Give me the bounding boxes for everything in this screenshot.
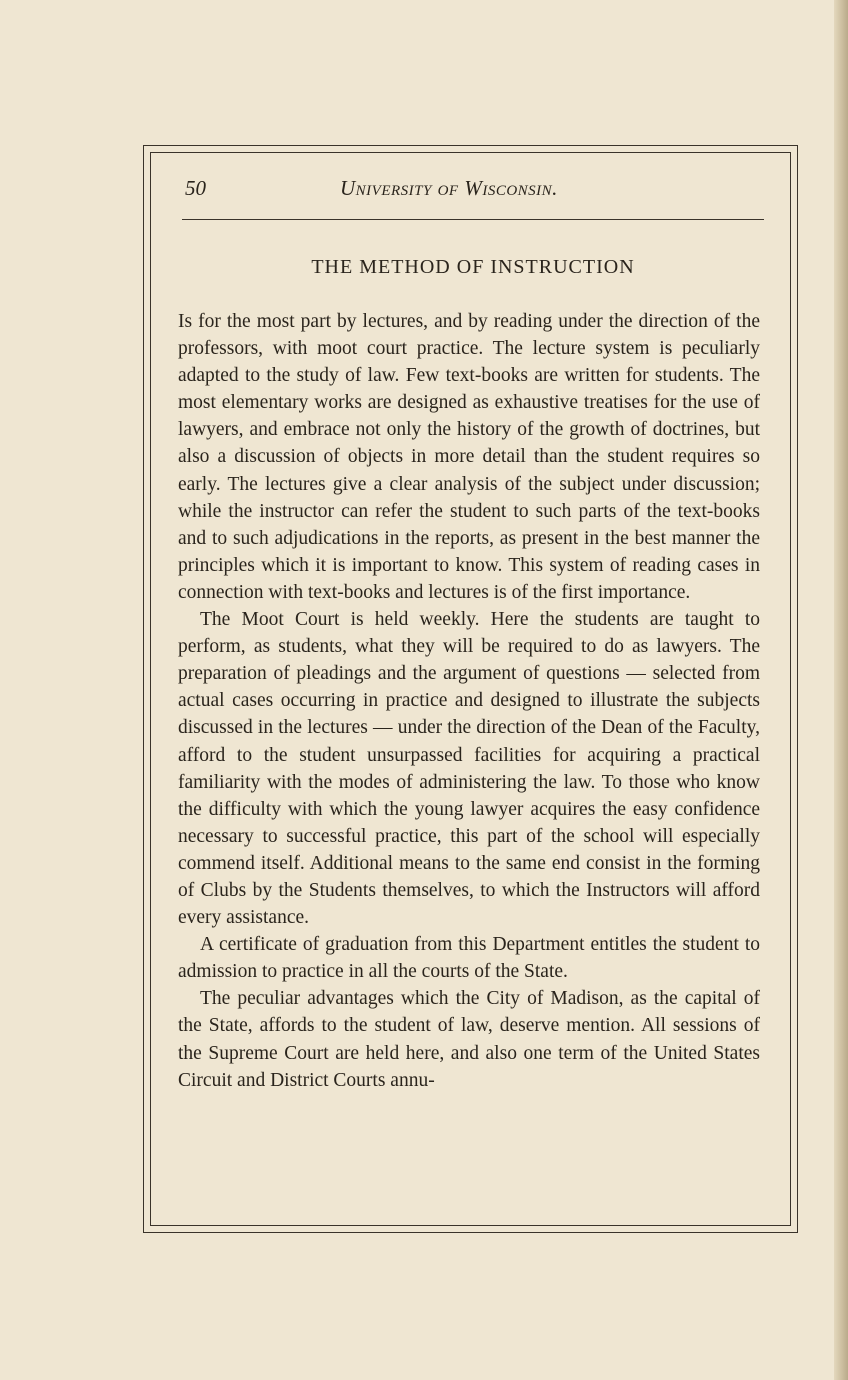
header-rule: [182, 219, 764, 220]
paragraph: Is for the most part by lectures, and by reading under the direction of the professors, with moot court practice. The lecture system is peculiarly adapted to the study of law. Few text-books are written for students. The most elementary works are designed as exhaustive treatises for the use of lawyers, and embrace not only the history of the growth of doctrines, but also a discussion of objects in more detail than the student requires so early. The lectures give a clear analysis of the subject under discussion; while the instructor can refer the student to such parts of the text-books and to such adjudications in the reports, as present in the best manner the principles which it is important to know. This system of reading cases in connection with text-books and lectures is of the first importance.: [178, 311, 760, 603]
running-head: [185, 172, 763, 212]
paragraph: A certificate of graduation from this Department entitles the student to admission to practice in all the courts of the State.: [178, 934, 760, 983]
running-title: University of Wisconsin.: [340, 176, 558, 200]
paragraph: The Moot Court is held weekly. Here the students are taught to perform, as students, what they will be required to do as lawyers. The preparation of pleadings and the argument of questions — selected from actual cases occurring in practice and designed to illustrate the subjects discussed in the lectures — under the direction of the Dean of the Faculty, afford to the student unsurpassed facilities for acquiring a practical familiarity with the modes of administering the law. To those who know the difficulty with which the young lawyer acquires the easy confidence necessary to successful practice, this part of the school will especially commend itself. Additional means to the same end consist in the forming of Clubs by the Students themselves, to which the Instructors will afford every assistance.: [178, 609, 760, 929]
section-title: THE METHOD OF INSTRUCTION: [311, 256, 635, 278]
page-edge: [834, 0, 848, 1380]
paragraph: The peculiar advantages which the City of Madison, as the capital of the State, affords to the student of law, deserve mention. All sessions of the Supreme Court are held here, and also one term of the United States Circuit and District Courts annu-: [178, 988, 760, 1091]
body-text: [178, 308, 760, 1094]
page-number: 50: [185, 176, 206, 200]
